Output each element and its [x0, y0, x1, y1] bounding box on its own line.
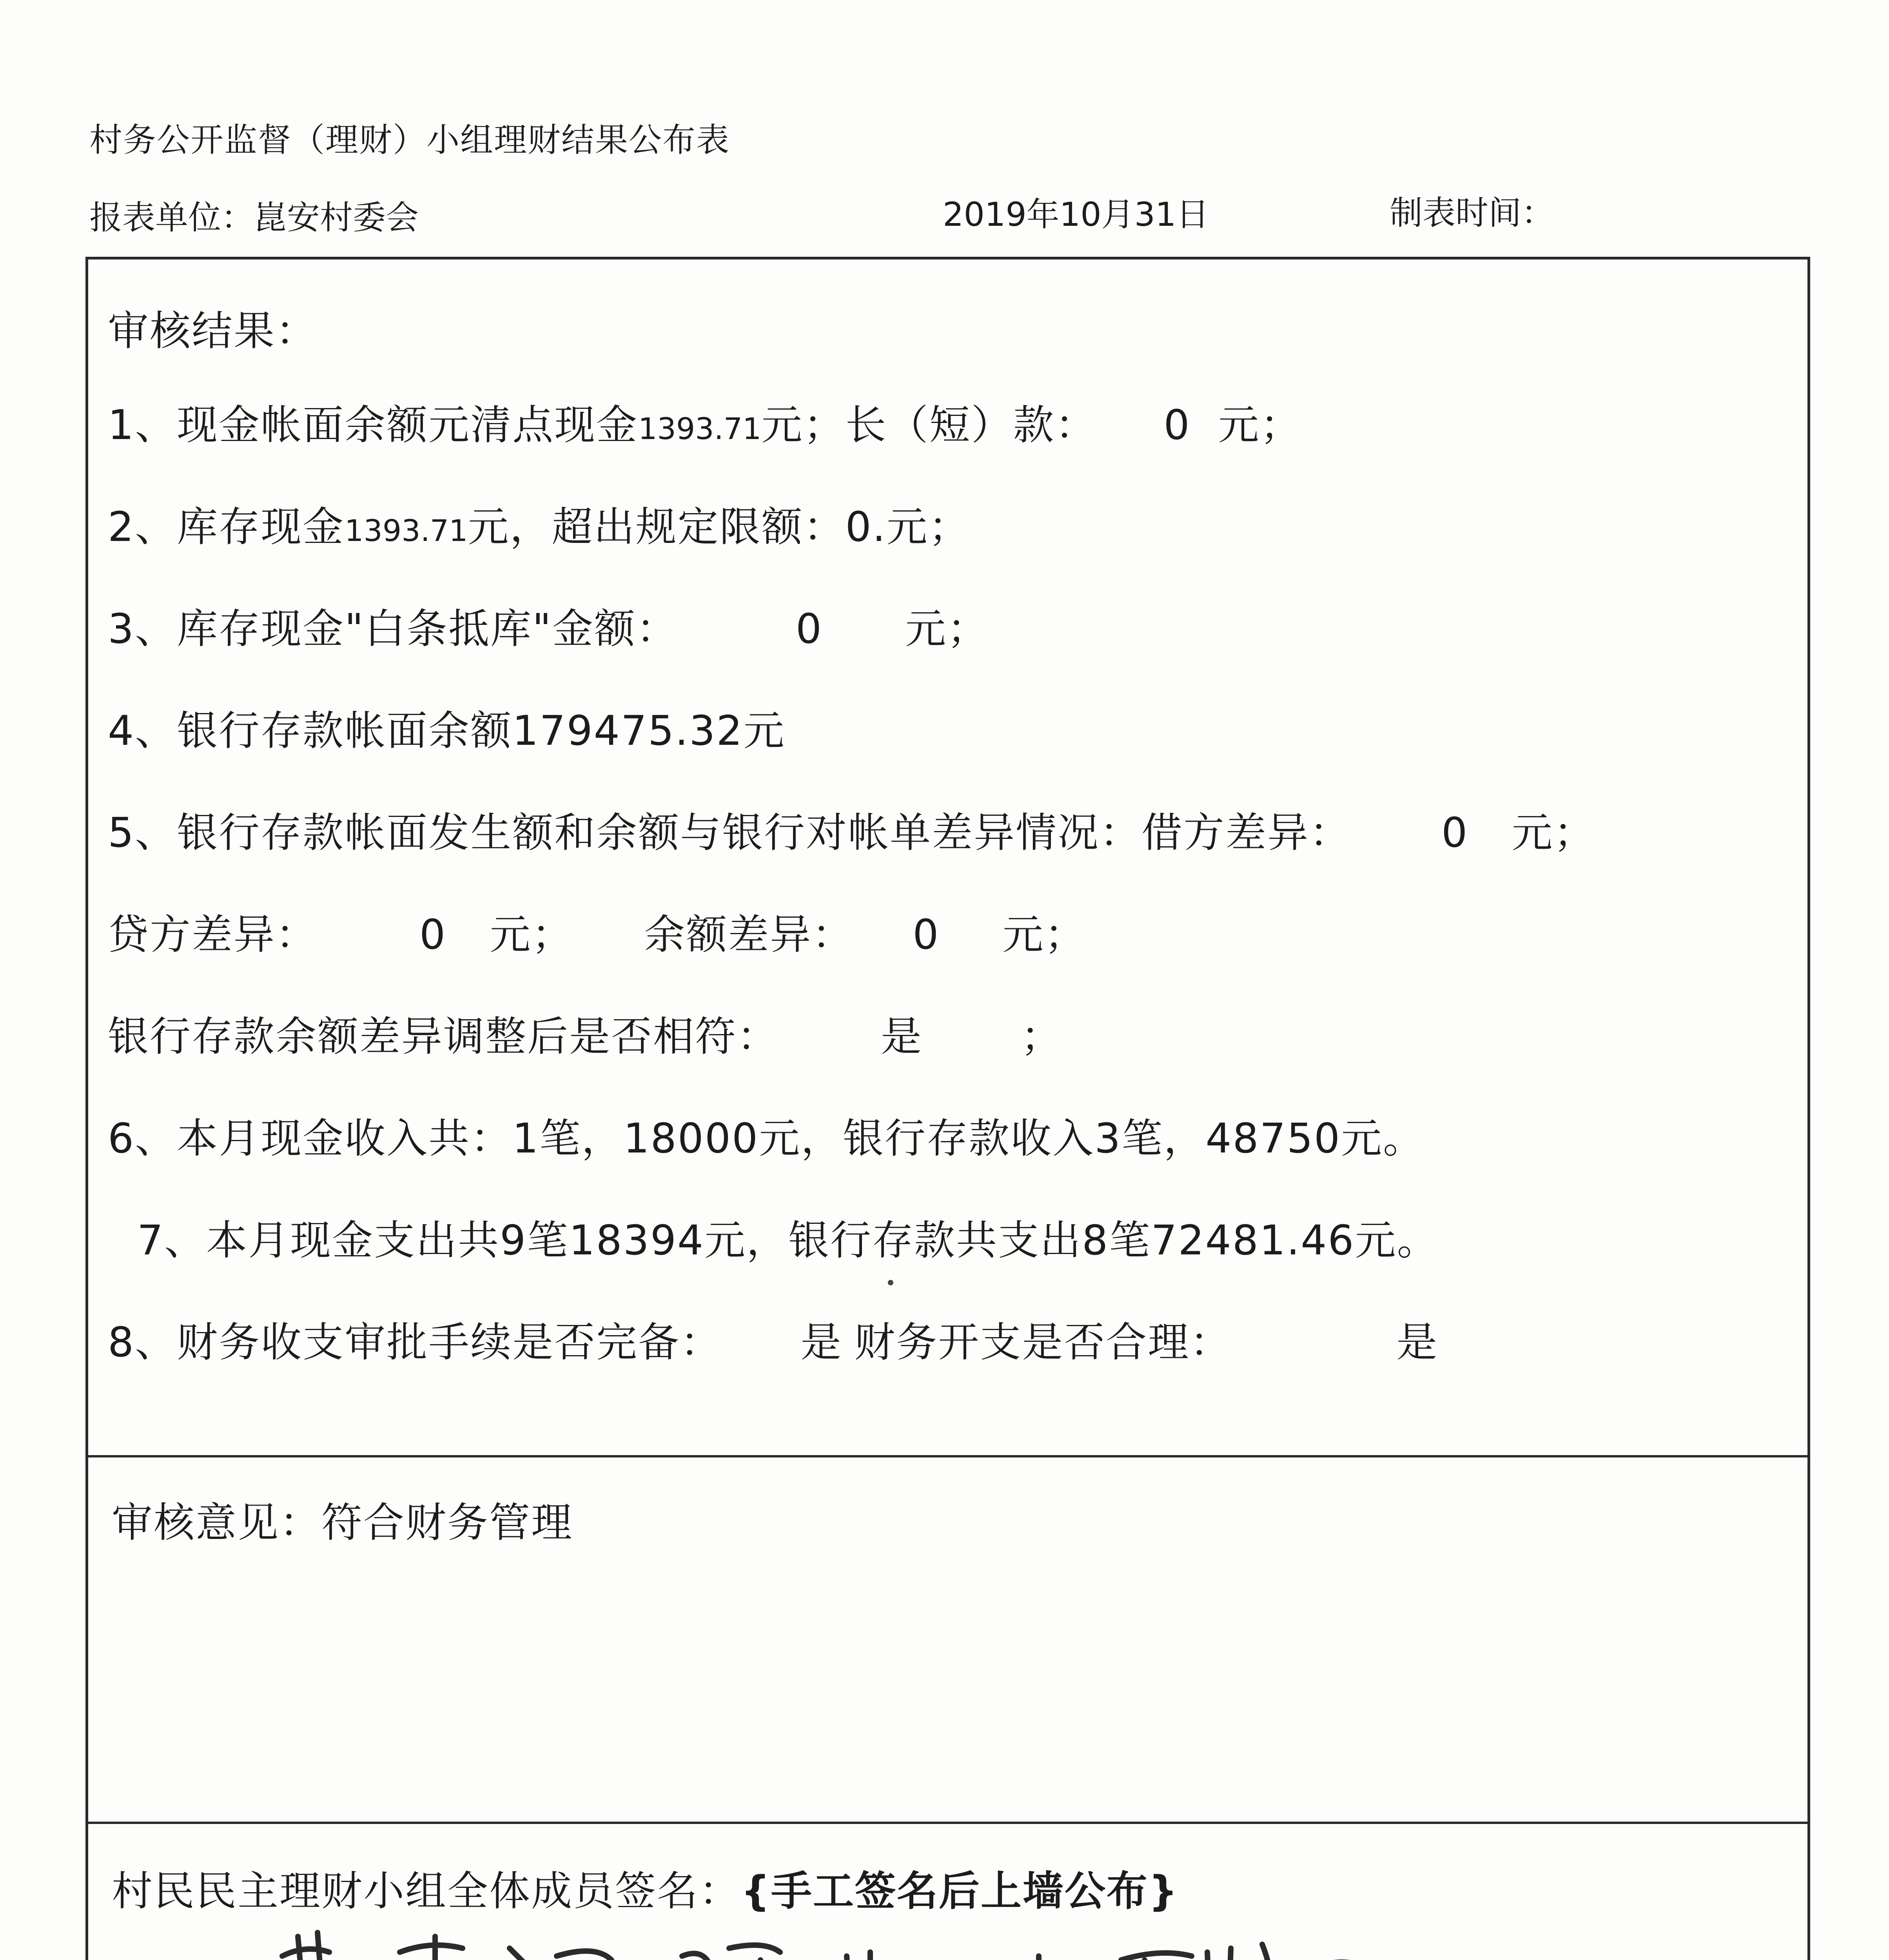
item1-value: 0 — [1163, 401, 1191, 449]
item5-text-a: 5、银行存款帐面发生额和余额与银行对帐单差异情况：借方差异： — [108, 809, 1352, 857]
balance-unit: 元； — [1002, 911, 1087, 958]
balance-value: 0 — [913, 911, 940, 958]
doc-title: 村务公开监督（理财）小组理财结果公布表 — [89, 121, 730, 159]
audit-opinion: 审核意见：符合财务管理 — [112, 1499, 573, 1546]
item8-text-b: 财务开支是否合理： — [854, 1318, 1232, 1366]
report-unit: 报表单位：崑安村委会 — [89, 198, 419, 237]
item8-value-a: 是 — [800, 1318, 843, 1366]
credit-unit: 元； — [490, 911, 574, 958]
audit-item-3 — [108, 596, 989, 655]
scan-speck — [888, 1280, 893, 1285]
credit-value: 0 — [419, 911, 447, 958]
credit-label: 贷方差异： — [108, 911, 318, 958]
audit-item-5-match — [108, 1004, 1063, 1062]
divider-opinion — [88, 1455, 1807, 1457]
item1-amount: 1393.71 — [638, 411, 762, 446]
signature-note: {手工签名后上墙公布} — [741, 1867, 1179, 1915]
audit-item-7: 7、本月现金支出共9笔18394元，银行存款共支出8笔72481.46元。 — [137, 1216, 1439, 1264]
audit-item-5-credit — [108, 902, 1086, 960]
item5-text-b: 元； — [1512, 809, 1596, 857]
signature-label: 村民民主理财小组全体成员签名： — [112, 1867, 741, 1915]
item1-text-b: 元；长（短）款： — [761, 401, 1097, 449]
item8-text-a: 8、财务收支审批手续是否完备： — [108, 1318, 722, 1366]
item3-value: 0 — [795, 605, 823, 653]
item2-text-b: 元，超出规定限额：0.元； — [468, 503, 971, 551]
item2-amount: 1393.71 — [345, 513, 468, 548]
handwritten-signatures — [259, 1905, 1435, 1960]
item2-text-a: 2、库存现金 — [108, 503, 345, 551]
audit-item-5 — [108, 800, 1595, 858]
item1-text-a: 1、现金帐面余额元清点现金 — [108, 401, 639, 449]
item8-value-b: 是 — [1396, 1318, 1439, 1366]
item3-text-b: 元； — [905, 605, 989, 653]
audit-item-4: 4、银行存款帐面余额179475.32元 — [108, 707, 786, 755]
match-label: 银行存款余额差异调整后是否相符： — [108, 1013, 779, 1060]
audit-item-6: 6、本月现金收入共：1笔，18000元，银行存款收入3笔，48750元。 — [108, 1114, 1425, 1162]
signature-2 — [682, 1945, 1066, 1960]
audit-item-1 — [108, 392, 1302, 451]
audit-heading: 审核结果： — [108, 307, 318, 355]
divider-signature — [88, 1822, 1807, 1824]
item3-text-a: 3、库存现金"白条抵库"金额： — [108, 605, 678, 653]
match-value: 是 — [881, 1013, 923, 1060]
item5-value: 0 — [1441, 809, 1469, 857]
audit-item-8 — [108, 1309, 1438, 1368]
balance-label: 余额差异： — [644, 911, 854, 958]
report-date: 2019年10月31日 — [943, 195, 1209, 234]
signature-1 — [274, 1933, 627, 1960]
signature-3 — [1121, 1944, 1415, 1960]
item1-text-c: 元； — [1218, 401, 1302, 449]
match-end: ； — [1021, 1013, 1063, 1060]
audit-item-2 — [108, 494, 971, 553]
report-time-label: 制表时间： — [1390, 194, 1555, 232]
